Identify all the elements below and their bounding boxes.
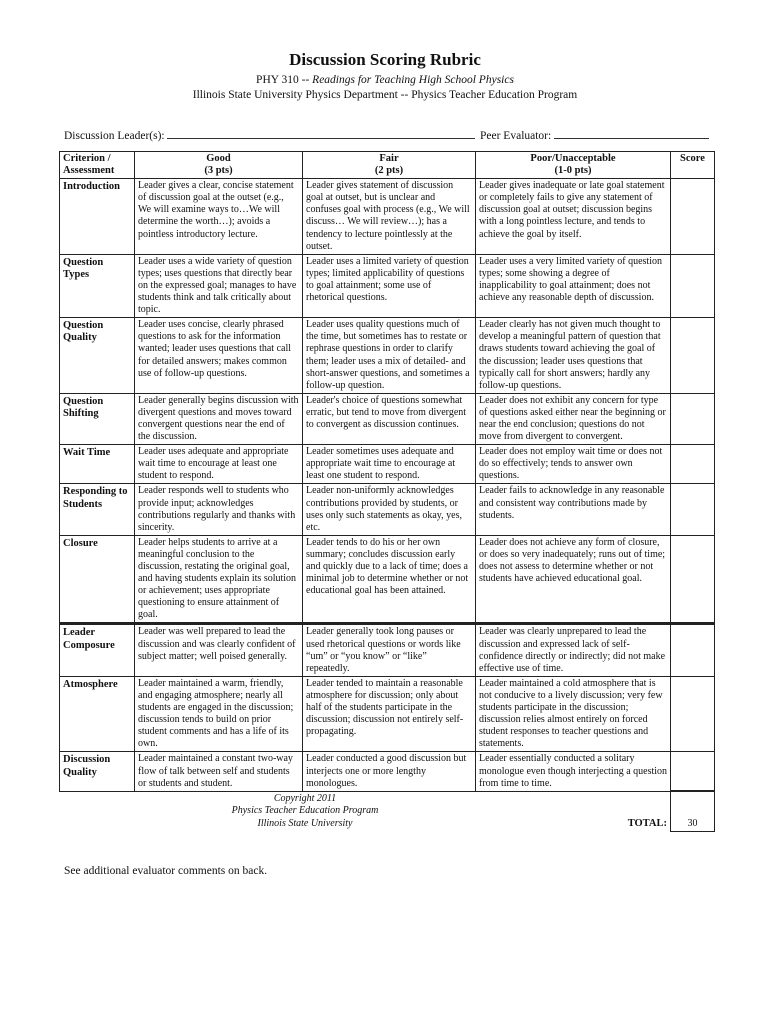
good-cell: Leader was well prepared to lead the discussion and was clearly confident of subject matter; well poised generally. — [135, 624, 303, 676]
criterion-header — [60, 152, 135, 179]
good-cell: Leader helps students to arrive at a meaningful conclusion to the discussion, restating the original goal, and having students explain its solution or achievement; uses appropriate questioning to ensure attainment of goal. — [135, 535, 303, 624]
criterion-cell: Leader Composure — [60, 624, 135, 676]
fair-cell: Leader non-uniformly acknowledges contributions provided by students, or uses only such statements as okay, yes, etc. — [303, 484, 476, 535]
header-row — [60, 152, 715, 179]
table-row — [60, 179, 715, 255]
score-cell[interactable] — [671, 484, 715, 535]
copyright-line3: Illinois State University — [257, 817, 353, 829]
poor-cell: Leader does not achieve any form of closure, or does so very inadequately; runs out of time; does not assess to determine whether or not students have achieved educational goal. — [476, 535, 671, 624]
footer-note: See additional evaluator comments on back. — [64, 865, 268, 877]
criterion-cell: Question Quality — [60, 318, 135, 394]
copyright-line2: Physics Teacher Education Program — [231, 805, 379, 817]
total-label: TOTAL: — [627, 818, 667, 830]
score-cell[interactable] — [671, 393, 715, 444]
good-cell: Leader maintained a constant two-way flow of talk between self and students or students and student. — [135, 752, 303, 791]
course-title: Readings for Teaching High School Physics — [312, 74, 514, 86]
table-row — [60, 484, 715, 535]
fair-cell: Leader tended to maintain a reasonable atmosphere for discussion; only about half of the students participate in the discussion; discussion not entirely self-propagating. — [303, 676, 476, 752]
leader-label: Discussion Leader(s): — [64, 130, 165, 142]
copyright-line1: Copyright 2011 — [273, 792, 337, 804]
poor-cell: Leader gives inadequate or late goal statement or completely fails to give any statement of discussion goal at outset; discussion begins with a long pointless lecture, and tends to achieve the goal by itself. — [476, 179, 671, 255]
score-header: Score — [671, 152, 715, 179]
table-row — [60, 752, 715, 791]
score-cell[interactable] — [671, 535, 715, 624]
fair-cell: Leader uses quality questions much of the time, but sometimes has to restate or rephrase questions in order to clarify them; leader uses a mix of detailed- and short-answer questions, and sometimes a follow-up question. — [303, 318, 476, 394]
department-line: Illinois State University Physics Department -- Physics Teacher Education Program — [192, 89, 578, 101]
evaluator-blank[interactable] — [554, 127, 709, 139]
poor-cell: Leader maintained a cold atmosphere that is not conducive to a lively discussion; very few students participate in the discussion; discussion relies almost entirely on forced student responses to teacher questions and statements. — [476, 676, 671, 752]
table-row — [60, 535, 715, 624]
course-line — [0, 74, 770, 86]
table-row — [60, 318, 715, 394]
good-cell: Leader maintained a warm, friendly, and engaging atmosphere; nearly all students are engaged in the discussion; discussion tends to build on prior student comments and has a life of its own. — [135, 676, 303, 752]
total-row — [60, 791, 715, 831]
fair-cell: Leader gives statement of discussion goal at outset, but is unclear and confuses goal with process (e.g., We will discuss… We will review…); has a tendency to lecture pointlessly at the outset. — [303, 179, 476, 255]
score-cell[interactable] — [671, 445, 715, 484]
fair-cell: Leader tends to do his or her own summary; concludes discussion early and quickly due to a lack of time; does a minimal job to determine whether or not educational goal has been attained. — [303, 535, 476, 624]
good-cell: Leader generally begins discussion with divergent questions and moves toward convergent questions near the end of the discussion. — [135, 393, 303, 444]
fair-header — [303, 152, 476, 179]
poor-header-label: Poor/Unacceptable — [530, 153, 616, 164]
poor-header — [476, 152, 671, 179]
good-header-label: Good — [206, 153, 231, 164]
poor-cell: Leader clearly has not given much thought to develop a meaningful pattern of question that draws students toward achieving the goal of the discussion; leader uses questions that typically call for short answers; hardly any follow-up questions. — [476, 318, 671, 394]
fair-cell: Leader sometimes uses adequate and appropriate wait time to encourage at least one student to respond. — [303, 445, 476, 484]
poor-cell: Leader fails to acknowledge in any reasonable and consistent way contributions made by students. — [476, 484, 671, 535]
score-cell[interactable] — [671, 624, 715, 676]
criterion-cell: Atmosphere — [60, 676, 135, 752]
criterion-header-line1: Criterion / — [63, 153, 111, 164]
good-cell: Leader uses concise, clearly phrased questions to ask for the information wanted; leader uses questions that call for detailed answers; makes common use of follow-up questions. — [135, 318, 303, 394]
fair-cell: Leader generally took long pauses or used rhetorical questions or words like “um” or “you know” or “like” repeatedly. — [303, 624, 476, 676]
criterion-cell: Introduction — [60, 179, 135, 255]
good-cell: Leader gives a clear, concise statement of discussion goal at the outset (e.g., We will examine ways to…We will determine the worth…); avoids a pointless introductory lecture. — [135, 179, 303, 255]
criterion-cell: Discussion Quality — [60, 752, 135, 791]
table-row — [60, 445, 715, 484]
score-cell[interactable] — [671, 254, 715, 317]
course-code: PHY 310 -- — [256, 74, 310, 86]
poor-cell: Leader does not employ wait time or does not do so effectively; tends to answer own questions. — [476, 445, 671, 484]
score-cell[interactable] — [671, 752, 715, 791]
score-cell[interactable] — [671, 318, 715, 394]
evaluator-label: Peer Evaluator: — [480, 130, 552, 142]
fair-cell: Leader conducted a good discussion but interjects one or more lengthy monologues. — [303, 752, 476, 791]
criterion-cell: Question Types — [60, 254, 135, 317]
good-cell: Leader responds well to students who provide input; acknowledges contributions regularly and thanks with sincerity. — [135, 484, 303, 535]
page-title: Discussion Scoring Rubric — [289, 50, 481, 69]
score-cell[interactable] — [671, 179, 715, 255]
fair-header-points: (2 pts) — [374, 165, 404, 177]
good-cell: Leader uses adequate and appropriate wait time to encourage at least one student to respond. — [135, 445, 303, 484]
evaluator-field — [480, 127, 709, 142]
table-row — [60, 676, 715, 752]
good-cell: Leader uses a wide variety of question types; uses questions that directly bear on the expressed goal; manages to have students think and talk critically about topic. — [135, 254, 303, 317]
poor-header-points: (1-0 pts) — [554, 165, 592, 177]
fair-header-label: Fair — [379, 153, 399, 164]
criterion-cell: Responding to Students — [60, 484, 135, 535]
total-score[interactable]: 30 — [671, 791, 715, 831]
poor-cell: Leader essentially conducted a solitary monologue even though interjecting a question from time to time. — [476, 752, 671, 791]
poor-cell: Leader uses a very limited variety of question types; some showing a degree of inapplicability to goal attainment; does not achieve any reasonable depth of discussion. — [476, 254, 671, 317]
leader-field — [64, 127, 475, 142]
criterion-cell: Wait Time — [60, 445, 135, 484]
criterion-cell: Closure — [60, 535, 135, 624]
score-cell[interactable] — [671, 676, 715, 752]
good-header-points: (3 pts) — [204, 165, 233, 177]
table-row — [60, 254, 715, 317]
poor-cell: Leader was clearly unprepared to lead the discussion and expressed lack of self-confidence directly or indirectly; did not make effective use of time. — [476, 624, 671, 676]
poor-cell: Leader does not exhibit any concern for type of questions asked either near the beginning or near the end conclusion; questions do not move from divergent to convergent. — [476, 393, 671, 444]
leader-blank[interactable] — [167, 127, 475, 139]
table-row — [60, 624, 715, 676]
fair-cell: Leader's choice of questions somewhat erratic, but tend to move from divergent to convergent as discussion continues. — [303, 393, 476, 444]
fair-cell: Leader uses a limited variety of question types; limited applicability of questions to goal attainment; some use of rhetorical questions. — [303, 254, 476, 317]
criterion-header-line2: Assessment — [63, 165, 115, 177]
rubric-table — [59, 151, 715, 832]
good-header — [135, 152, 303, 179]
table-row — [60, 393, 715, 444]
criterion-cell: Question Shifting — [60, 393, 135, 444]
copyright-block — [135, 791, 476, 831]
